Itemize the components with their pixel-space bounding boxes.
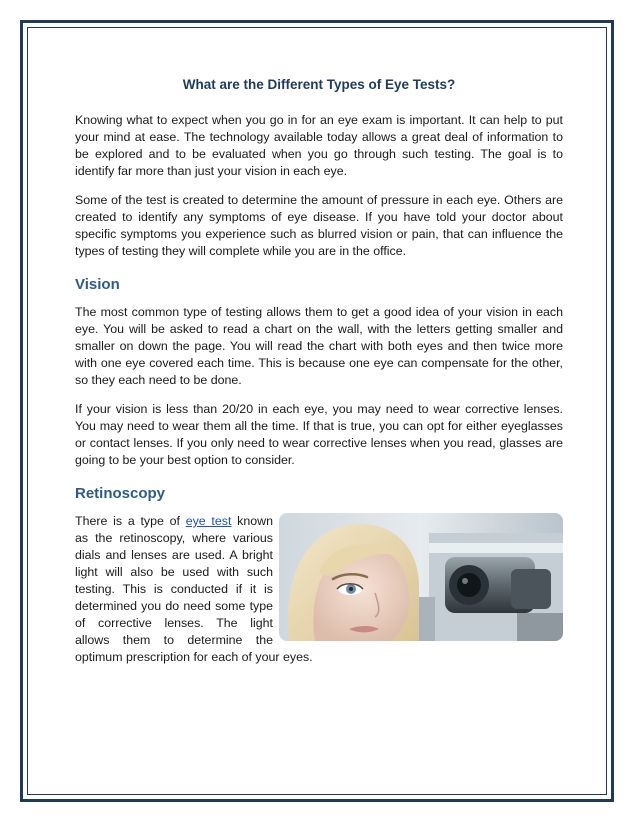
document-title: What are the Different Types of Eye Tests? bbox=[182, 77, 456, 92]
eye-exam-photo bbox=[279, 513, 563, 641]
vision-paragraph-1: The most common type of testing allows them to get a good idea of your vision in each eye. You will be asked to read a chart on the wall, with the letters getting smaller and smaller on down the page. You will read the chart with both eyes and then twice more with one eye covered each time. This is because one eye can compensate for the other, so they each need to be done. bbox=[75, 305, 563, 387]
vision-heading: Vision bbox=[75, 276, 120, 293]
eye-test-link[interactable]: eye test bbox=[185, 514, 232, 528]
intro-paragraph-2: Some of the test is created to determine the amount of pressure in each eye. Others are created to identify any symptoms of eye disease. If you have told your doctor about specific symptoms you experience such as blurred vision or pain, that can influence the types of testing they will complete while you are in the office. bbox=[75, 193, 563, 258]
document-body bbox=[75, 76, 563, 678]
vision-paragraph-2: If your vision is less than 20/20 in each eye, you may need to wear corrective lenses. You may need to wear them all the time. If that is true, you can opt for either eyeglasses or contact lenses. If you only need to wear corrective lenses when you read, glasses are going to be your best option to consider. bbox=[75, 402, 563, 467]
intro-paragraph-1: Knowing what to expect when you go in for an eye exam is important. It can help to put your mind at ease. The technology available today allows a great deal of information to be explored and to be evaluated when you go through such testing. The goal is to identify far more than just your vision in each eye. bbox=[75, 113, 563, 178]
retinoscopy-text-after-link: known as the retinoscopy, where various dials and lenses are used. A bright light will also be used with such testing. This is conducted if it is determined you do need some type of corrective lenses. The light allows them to determine the optimum prescription for each of your eyes. bbox=[75, 514, 313, 664]
retinoscopy-text-before-link: There is a type of bbox=[75, 514, 186, 528]
retinoscopy-heading: Retinoscopy bbox=[75, 485, 166, 502]
